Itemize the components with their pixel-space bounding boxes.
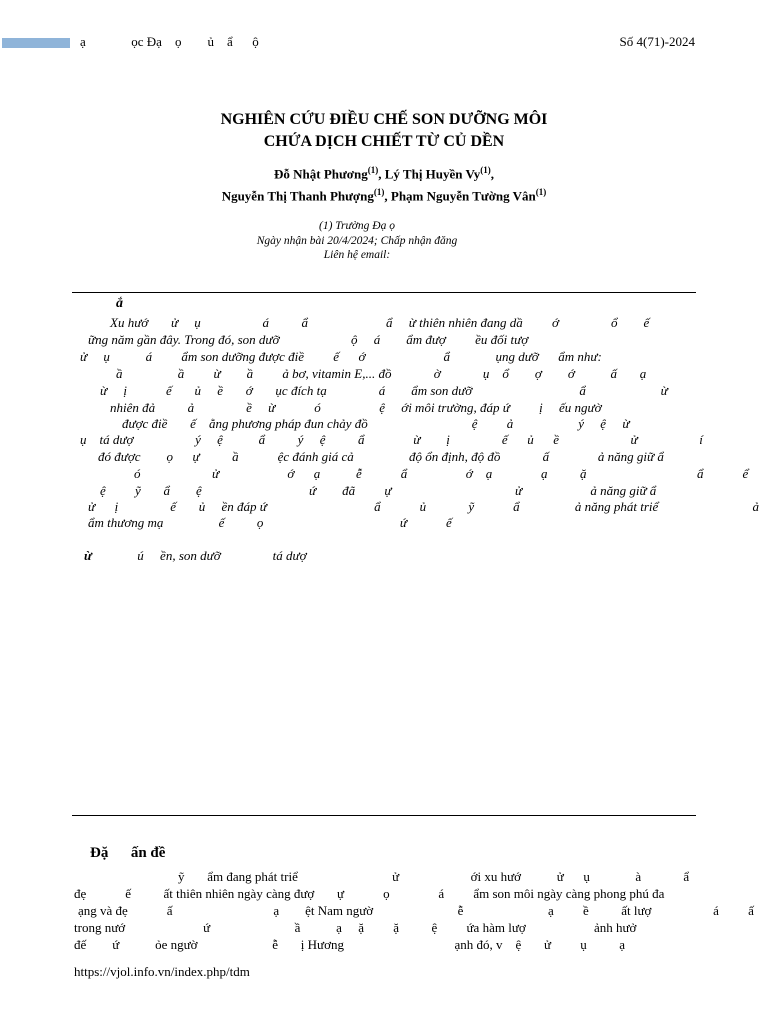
author-name: Lý Thị Huyền Vy <box>384 166 481 182</box>
author-name: Đỗ Nhật Phương <box>273 166 368 182</box>
author-separator: , <box>384 188 391 204</box>
author-affiliation-mark: (1) <box>367 165 379 175</box>
affiliation-institution: (1) Trường Đạ ọ <box>319 220 395 232</box>
author-affiliation-mark: (1) <box>373 187 385 197</box>
received-accepted-dates: Ngày nhận bài 20/4/2024; Chấp nhận đăng <box>256 235 458 247</box>
keywords-text: ú ền, son dưỡ tá dượ <box>137 548 307 563</box>
journal-name: ạ ọc Đạ ọ ủ ẩ ộ <box>80 34 259 49</box>
author-separator: , <box>378 166 385 182</box>
author-separator: , <box>490 166 494 182</box>
author-name: Nguyễn Thị Thanh Phượng <box>221 188 374 204</box>
keywords-label: ừ <box>84 548 92 563</box>
abstract-line: đó được ọ ự ầ ệc đánh giá cả độ ổn định, độ đồ ấ ả năng giữ ẩ <box>98 449 664 464</box>
abstract-line: ử ụ á ẩm son dưỡng được điề ế ớ ẩ ụng dưỡ ẩm như: <box>80 349 602 364</box>
body-line: ỹ ẩm đang phát triể ử ới xu hướ ử ụ à ẩ <box>178 869 690 884</box>
author-name: Phạm Nguyễn Tường Vân <box>390 188 536 204</box>
body-line: ạng và đẹ ấ ạ ệt Nam ngườ ễ ạ ề ất lượ á ấ <box>78 903 754 918</box>
body-line: đế ứ ỏe ngườ ễ ị Hương ạnh đó, v ệ ử ụ ạ <box>74 937 626 952</box>
abstract-line: ó ử ớ ạ ễ ẩ ớ ạ ạ ặ ẩ ể <box>134 466 749 481</box>
abstract-line: ầ ầ ừ ầ ả bơ, vitamin E,... đồ ờ ụ ổ ợ ớ ấ ạ <box>116 366 647 381</box>
abstract-line: ụ tá dượ ý ệ ẩ ý ệ ẩ ừ ị ế ủ ề ử í <box>80 432 703 447</box>
body-line: trong nướ ứ ầ ạ ặ ặ ệ ứa hàm lượ ảnh hưở <box>74 920 637 935</box>
paper-title-line-2: CHỨA DỊCH CHIẾT TỪ CỦ DỀN <box>263 133 505 150</box>
abstract-line: ệ ỹ ẩ ệ ứ đã ự ử ả năng giữ ẩ <box>100 483 657 498</box>
abstract-bottom-rule <box>72 815 696 816</box>
abstract-line: Xu hướ ử ụ á ẩ ẩ ừ thiên nhiên đang dầ ớ ổ ế <box>110 315 650 330</box>
contact-email: Liên hệ email: <box>323 249 391 261</box>
paper-title-line-1: NGHIÊN CỨU ĐIỀU CHẾ SON DƯỠNG MÔI <box>220 111 548 128</box>
footer-url[interactable]: https://vjol.info.vn/index.php/tdm <box>74 964 250 979</box>
abstract-line: được điề ế ằng phương pháp đun chảy đồ ệ ả ý ệ ừ <box>122 416 630 431</box>
abstract-line: nhiên đả ả ề ừ ó ệ ới môi trường, đáp ứ ị ếu ngườ <box>110 400 602 415</box>
abstract-line: ẩm thương mạ ế ọ ứ ế <box>88 515 452 530</box>
author-affiliation-mark: (1) <box>535 187 547 197</box>
header-accent-bar <box>2 38 70 48</box>
author-affiliation-mark: (1) <box>480 165 491 175</box>
abstract-line: ử ị ế ủ ền đáp ứ ẩ ủ ỹ ẩ ả năng phát triể ả <box>88 499 760 514</box>
abstract-line: ững năm gần đây. Trong đó, son dưỡ ộ á ẩm đượ ều đối tượ <box>88 332 529 347</box>
authors-line-1 <box>0 165 768 182</box>
body-line: đẹ ế ất thiên nhiên ngày càng đượ ự ọ á ẩm son môi ngày càng phong phú đa <box>74 886 665 901</box>
section-heading: Đặ ấn đề <box>90 845 166 861</box>
keywords-line <box>84 548 307 564</box>
abstract-line: ừ ị ế ủ ề ớ ục đích tạ á ẩm son dưỡ ẩ ừ <box>100 383 668 398</box>
issue-number: Số 4(71)-2024 <box>619 34 695 49</box>
authors-line-2 <box>0 187 768 204</box>
abstract-top-rule <box>72 292 696 293</box>
abstract-heading: ắ <box>116 296 123 311</box>
